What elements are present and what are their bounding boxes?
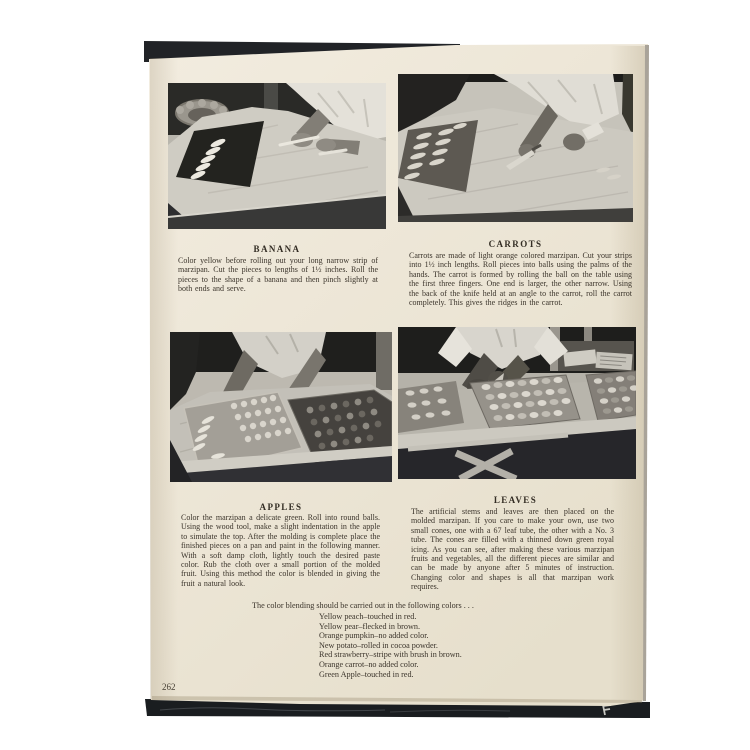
section-body-banana: Color yellow before rolling out your long narrow strip of marzipan. Cut the pieces to lengths of 1½ inches. Roll the pieces to the shape of a banana and then pinch slightly at both ends and serve. <box>178 256 378 294</box>
color-blending-list <box>319 612 462 679</box>
photo-carrots <box>398 74 633 222</box>
color-blend-item: New potato–rolled in cocoa powder. <box>319 640 438 650</box>
page-number: 262 <box>162 682 176 692</box>
section-title-apples: APPLES <box>259 502 303 512</box>
color-blend-item: Red strawberry–stripe with brush in brown. <box>319 650 462 660</box>
color-blend-item: Yellow pear–flecked in brown. <box>319 621 421 631</box>
color-blend-item: Yellow peach–touched in red. <box>319 612 417 621</box>
section-body-leaves: The artificial stems and leaves are then placed on the molded marzipan. If you care to make your own, use two small cones, one with a 67 leaf tube, the other with a No. 3 tube. The cones are filled with a thinned down green royal icing. As you can see, after making these various marzipan fruits and vegetables, all the different pieces are similar and can be made by anyone after 5 minutes of instruction. Changing color and shapes is all that marzipan work requires. <box>411 507 614 592</box>
section-title-carrots: CARROTS <box>488 239 543 249</box>
carrots-photo-illustration <box>398 74 633 222</box>
photo-apples <box>170 332 392 482</box>
color-blending-intro: The color blending should be carried out in the following colors . . . <box>252 601 474 610</box>
apples-photo-illustration <box>170 332 392 482</box>
section-body-apples: Color the marzipan a delicate green. Roll into round balls. Using the wood tool, make a slight indentation in the apple to simulate the top. After the molding is complete place the finished pieces on a pan and paint in the following manner. With a soft damp cloth, lightly touch the desired paste color. Rub the cloth over a small portion of the molded fruit. Using this method the color is blended in giving the fruit a natural look. <box>181 513 380 588</box>
color-blend-item: Green Apple–touched in red. <box>319 669 414 679</box>
leaves-photo-illustration <box>398 327 636 479</box>
section-title-leaves: LEAVES <box>493 495 538 505</box>
color-blend-item: Orange carrot–no added color. <box>319 659 419 669</box>
section-title-banana: BANANA <box>253 244 301 254</box>
banana-photo-illustration <box>168 83 386 229</box>
color-blend-item: Orange pumpkin–no added color. <box>319 631 429 641</box>
photo-banana <box>168 83 386 229</box>
photo-leaves <box>398 327 636 479</box>
section-body-carrots: Carrots are made of light orange colored marzipan. Cut your strips into 1½ inch lengths. Roll pieces into balls using the palms of the hands. The carrot is formed by rolling the ball on the table using the first three fingers. One end is larger, the other narrow. Using the back of the knife held at an angle to the carrot, roll the carrot completely. This gives the ridges in the carrot. <box>409 251 632 308</box>
